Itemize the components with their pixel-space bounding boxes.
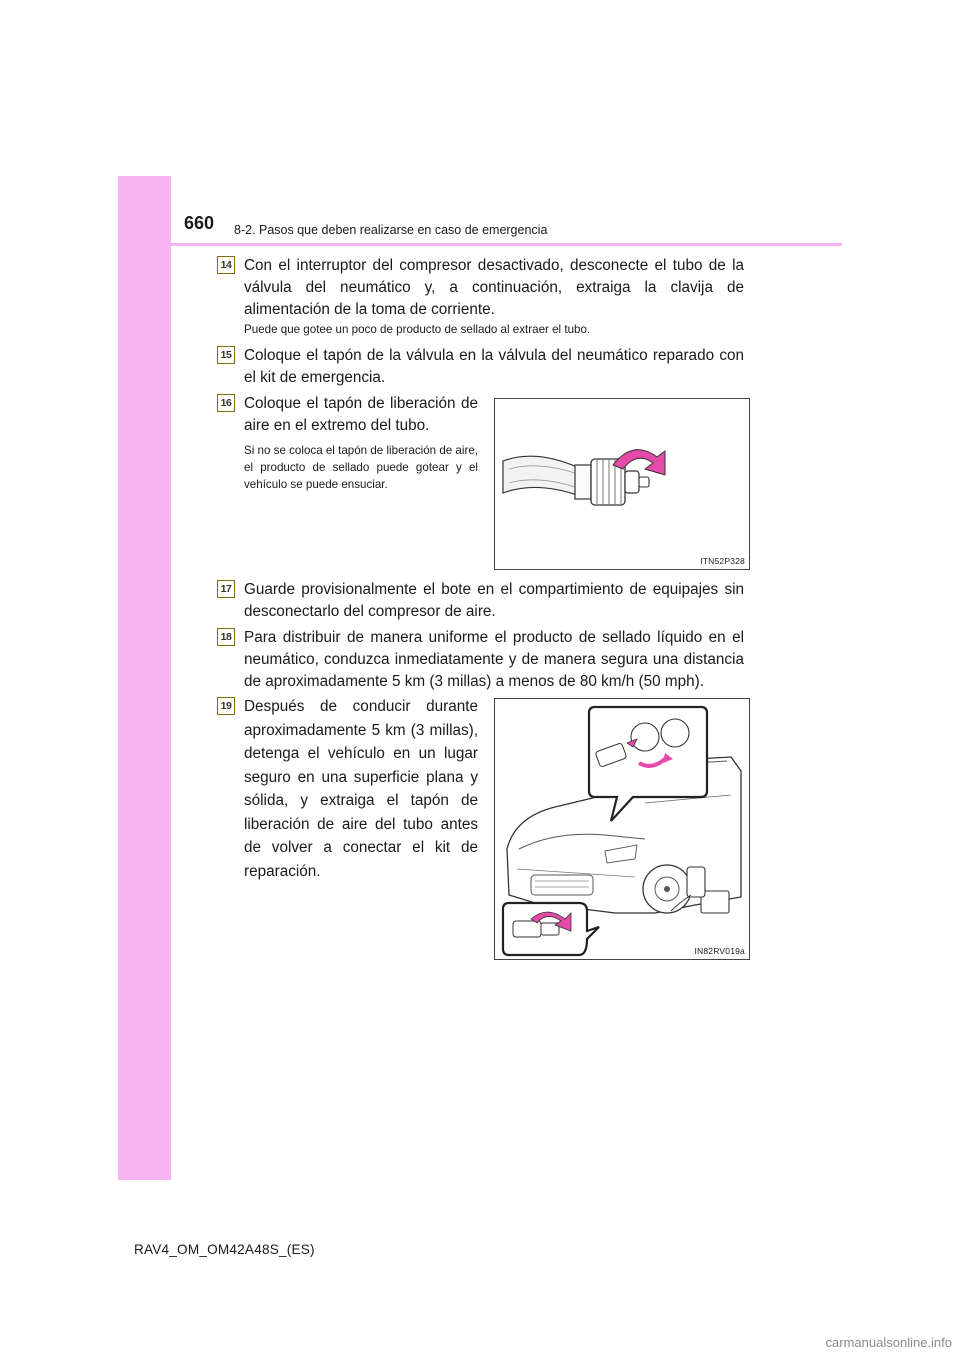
section-title: 8-2. Pasos que deben realizarse en caso de emergencia [234,223,548,237]
step-16-text: Coloque el tapón de liberación de aire en el extremo del tubo. [244,395,478,434]
step-18-badge: 18 [217,628,235,646]
step-16-note: Si no se coloca el tapón de liberación de aire, el producto de sellado puede gotear y el vehículo se puede ensuciar. [244,444,478,491]
watermark: carmanualsonline.info [825,1335,952,1350]
step-18-text: Para distribuir de manera uniforme el producto de sellado líquido en el neumático, conduzca inmediatamente y de manera segura una distancia de aproximadamente 5 km (3 millas) a menos de 80 km/h (50 mph). [244,629,744,690]
figure-code: ITN52P328 [700,556,745,566]
step-19-badge: 19 [217,697,235,715]
figure-code: IN82RV019a [694,946,745,956]
page-number: 660 [184,213,215,233]
step-16-badge: 16 [217,394,235,412]
header-rule [118,243,842,246]
hose-cap-illustration [495,399,749,569]
car-repair-illustration [495,699,749,959]
step-14-note: Puede que gotee un poco de producto de sellado al extraer el tubo. [244,323,591,336]
step-14-badge: 14 [217,256,235,274]
step-17-badge: 17 [217,580,235,598]
figure-hose-cap [494,398,750,570]
figure-car-repair [494,698,750,960]
step-19-text: Después de conducir durante aproximadamente 5 km (3 millas), detenga el vehículo en un lugar seguro en una superficie plana y sólida, y extraiga el tapón de liberación de aire del tubo antes de volver a conectar el kit de reparación. [244,698,478,880]
step-15-badge: 15 [217,346,235,364]
step-14-text: Con el interruptor del compresor desactivado, desconecte el tubo de la válvula del neumático y, a continuación, extraiga la clavija de alimentación de la toma de corriente. [244,257,744,318]
step-15-text: Coloque el tapón de la válvula en la válvula del neumático reparado con el kit de emergencia. [244,347,744,386]
side-band [118,176,171,1180]
step-17-text: Guarde provisionalmente el bote en el compartimiento de equipajes sin desconectarlo del compresor de aire. [244,581,744,620]
footer-manual-code: RAV4_OM_OM42A48S_(ES) [134,1242,315,1257]
